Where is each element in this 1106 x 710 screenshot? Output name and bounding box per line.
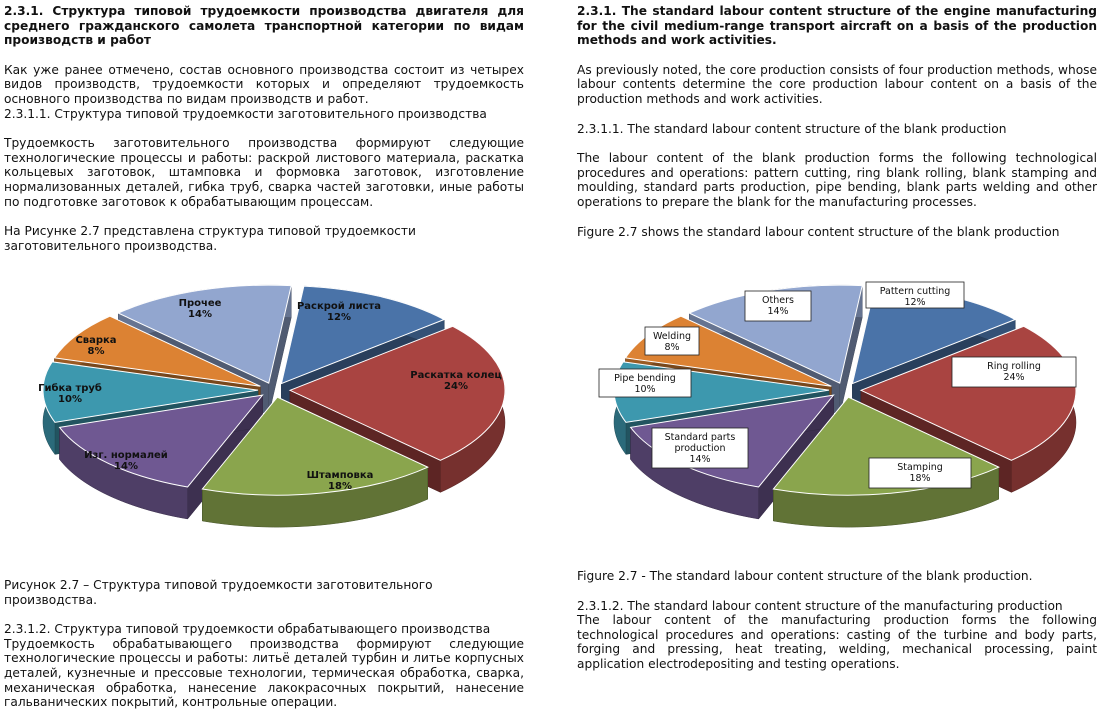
svg-text:Сварка: Сварка xyxy=(75,335,117,346)
svg-text:24%: 24% xyxy=(444,381,468,392)
english-column xyxy=(577,4,1097,239)
svg-text:Others: Others xyxy=(762,295,794,306)
subsection-2-title: 2.3.1.2. The standard labour content structure of the manufacturing production xyxy=(577,598,1063,613)
figure-reference: На Рисунке 2.7 представлена структура типовой трудоемкости заготовительного производства. xyxy=(4,224,416,253)
slice-label-ring-rolling xyxy=(952,357,1076,387)
slice-label-pipe-bending xyxy=(599,369,691,397)
section-heading: 2.3.1. Структура типовой трудоемкости производства двигателя для среднего гражданского самолета транспортной категории по видам производств и работ xyxy=(4,4,524,48)
svg-text:Раскрой листа: Раскрой листа xyxy=(296,301,382,312)
pie-chart-russian xyxy=(14,280,514,570)
slice-label-others xyxy=(745,291,811,321)
subsection-2-title: 2.3.1.2. Структура типовой трудоемкости обрабатывающего производства xyxy=(4,622,491,637)
english-column-bottom xyxy=(577,569,1097,672)
intro-paragraph: As previously noted, the core production consists of four production methods, whose labour contents determine the core production labour content on a basis of the production methods and work activities. xyxy=(577,62,1097,106)
subsection-2-text: The labour content of the manufacturing production forms the following technological procedures and operations: casting of the turbine and body parts, forging and pressing, heat treating, welding, mechanical processing, paint application electrodepositing and testing operations. xyxy=(577,613,1097,671)
subsection-2-text: Трудоемкость обрабатывающего производства формируют следующие технологические процессы и работы: литьё деталей турбин и литье корпусных деталей, кузнечные и прессовые технологии, термическая обработка, сварка, механическая обработка, нанесение лакокрасочных покрытий, нанесение гальванических покрытий, контрольные операции. xyxy=(4,636,524,710)
svg-text:Standard parts: Standard parts xyxy=(664,432,736,443)
subsection-1-title: 2.3.1.1. Структура типовой трудоемкости заготовительного производства xyxy=(4,106,487,121)
slice-label-stamping xyxy=(869,458,971,488)
svg-text:12%: 12% xyxy=(904,297,926,308)
subsection-1-text: The labour content of the blank production forms the following technological procedures and operations: pattern cutting, ring blank rolling, blank stamping and moulding, standard parts production, pipe bending, blank parts welding and other operations to prepare the blank for the manufacturing processes. xyxy=(577,151,1097,209)
intro-paragraph: Как уже ранее отмечено, состав основного производства состоит из четырех видов производств, трудоемкости которых и определяют трудоемкость основного производства по видам производств и работ. xyxy=(4,62,524,106)
svg-text:Гибка труб: Гибка труб xyxy=(38,383,102,394)
pie-chart-english xyxy=(590,272,1090,562)
svg-text:Изг. нормалей: Изг. нормалей xyxy=(84,450,168,461)
svg-text:14%: 14% xyxy=(114,461,138,472)
svg-text:18%: 18% xyxy=(328,481,352,492)
subsection-1-text: Трудоемкость заготовительного производства формируют следующие технологические процессы и работы: раскрой листового материала, раскатка кольцевых заготовок, штамповка и формовка заготовок, изготовление нормализованных деталей, гибка труб, сварка частей заготовки, иные работы по подготовке заготовок к обрабатывающим процессам. xyxy=(4,136,524,209)
svg-text:8%: 8% xyxy=(87,346,105,357)
svg-text:24%: 24% xyxy=(1003,372,1025,383)
svg-text:14%: 14% xyxy=(689,454,711,465)
svg-text:Штамповка: Штамповка xyxy=(306,470,374,481)
subsection-1-title: 2.3.1.1. The standard labour content structure of the blank production xyxy=(577,121,1007,136)
section-heading: 2.3.1. The standard labour content structure of the engine manufacturing for the civil medium-range transport aircraft on a basis of the production methods and work activities. xyxy=(577,4,1097,48)
svg-text:10%: 10% xyxy=(634,384,656,395)
slice-label-welding xyxy=(645,327,699,355)
svg-text:Ring rolling: Ring rolling xyxy=(987,361,1041,372)
slice-label-standard-parts-production xyxy=(652,428,748,468)
slice-label-pattern-cutting xyxy=(866,282,964,308)
svg-text:10%: 10% xyxy=(58,394,82,405)
svg-text:14%: 14% xyxy=(188,309,212,320)
svg-text:18%: 18% xyxy=(909,473,931,484)
svg-text:Welding: Welding xyxy=(652,331,692,342)
svg-text:Pattern cutting: Pattern cutting xyxy=(879,286,951,297)
figure-reference: Figure 2.7 shows the standard labour content structure of the blank production xyxy=(577,224,1060,239)
svg-text:Stamping: Stamping xyxy=(897,462,943,473)
svg-text:Pipe bending: Pipe bending xyxy=(614,373,676,384)
russian-column-bottom xyxy=(4,578,524,710)
svg-text:8%: 8% xyxy=(664,342,680,353)
svg-text:12%: 12% xyxy=(327,312,351,323)
russian-column xyxy=(4,4,524,253)
svg-text:Прочее: Прочее xyxy=(178,298,222,309)
figure-caption: Рисунок 2.7 – Структура типовой трудоемкости заготовительного производства. xyxy=(4,578,433,607)
svg-text:14%: 14% xyxy=(767,306,789,317)
svg-text:production: production xyxy=(674,443,726,454)
figure-caption: Figure 2.7 - The standard labour content structure of the blank production. xyxy=(577,569,1033,583)
svg-text:Раскатка колец: Раскатка колец xyxy=(410,370,502,381)
